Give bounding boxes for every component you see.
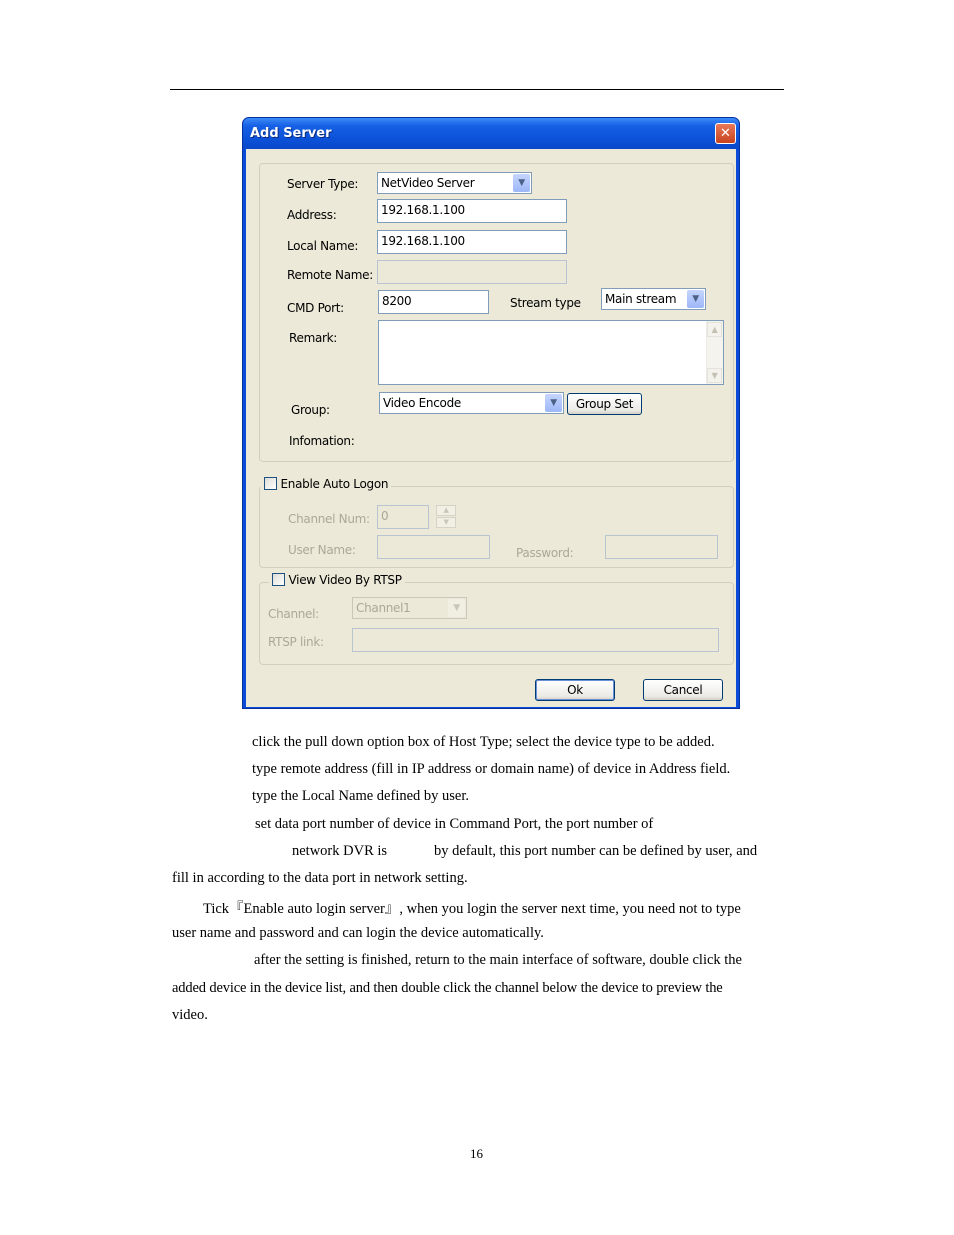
body-line-2: type remote address (fill in IP address or domain name) of device in Address field. [252, 761, 731, 777]
ok-button[interactable]: Ok [535, 679, 615, 701]
scroll-down-icon[interactable]: ▼ [707, 368, 722, 383]
rtsp-channel-value: Channel1 [356, 601, 411, 615]
body-line-5a: network DVR is [292, 843, 388, 859]
body-line-7: Tick『Enable auto login server』, when you login the server next time, you need not to type [203, 901, 741, 917]
stream-type-select[interactable] [601, 288, 706, 310]
group-value: Video Encode [383, 396, 461, 410]
body-line-9: after the setting is finished, return to the main interface of software, double click the [254, 952, 742, 968]
chevron-down-icon[interactable]: ▼ [545, 394, 562, 412]
body-line-5b: by default, this port number can be defined by user, and [434, 843, 758, 859]
remark-textarea[interactable] [378, 320, 724, 385]
local-name-input[interactable]: 192.168.1.100 [377, 230, 567, 254]
rtsp-link-label: RTSP link: [268, 635, 324, 649]
body-line-6: fill in according to the data port in network setting. [172, 870, 468, 886]
cancel-button[interactable]: Cancel [643, 679, 723, 701]
page-number: 16 [470, 1146, 483, 1161]
password-input[interactable] [605, 535, 718, 559]
channel-num-input[interactable]: 0 [377, 505, 429, 529]
user-name-label: User Name: [288, 543, 356, 557]
spin-down-icon[interactable]: ▼ [436, 517, 456, 528]
rtsp-legend [269, 573, 405, 587]
cmd-port-label: CMD Port: [287, 301, 344, 315]
server-type-select[interactable] [377, 172, 532, 194]
local-name-label: Local Name: [287, 239, 359, 253]
body-line-3: type the Local Name defined by user. [252, 788, 470, 804]
rtsp-group [259, 582, 734, 665]
dialog-title: Add Server [250, 126, 332, 141]
cmd-port-input[interactable]: 8200 [378, 290, 489, 314]
server-type-label: Server Type: [287, 177, 359, 191]
auto-logon-legend [261, 477, 391, 491]
channel-label: Channel: [268, 607, 319, 621]
address-label: Address: [287, 208, 337, 222]
group-set-button[interactable]: Group Set [567, 393, 642, 415]
remote-name-input[interactable] [377, 260, 567, 284]
spin-up-icon[interactable]: ▲ [436, 505, 456, 516]
auto-logon-checkbox[interactable] [264, 477, 277, 490]
body-line-1: click the pull down option box of Host Type; select the device type to be added. [252, 734, 715, 750]
group-select[interactable] [379, 392, 564, 414]
auto-logon-label[interactable]: Enable Auto Logon [280, 477, 389, 491]
stream-type-value: Main stream [605, 292, 677, 306]
channel-num-label: Channel Num: [288, 512, 370, 526]
add-server-dialog [242, 117, 740, 709]
user-name-input[interactable] [377, 535, 490, 559]
information-label: Infomation: [289, 434, 355, 448]
body-line-11: video. [172, 1007, 208, 1023]
chevron-down-icon[interactable]: ▼ [448, 599, 465, 617]
close-icon[interactable]: ✕ [715, 123, 736, 144]
remark-scrollbar[interactable] [706, 321, 723, 384]
dialog-titlebar[interactable] [243, 118, 739, 149]
server-type-value: NetVideo Server [381, 176, 475, 190]
header-rule [170, 89, 784, 90]
remote-name-label: Remote Name: [287, 268, 373, 282]
password-label: Password: [516, 546, 574, 560]
body-line-8: user name and password and can login the device automatically. [172, 925, 544, 941]
chevron-down-icon[interactable]: ▼ [513, 174, 530, 192]
remark-label: Remark: [289, 331, 338, 345]
rtsp-label[interactable]: View Video By RTSP [288, 573, 402, 587]
chevron-down-icon[interactable]: ▼ [687, 290, 704, 308]
rtsp-link-input[interactable] [352, 628, 719, 652]
rtsp-checkbox[interactable] [272, 573, 285, 586]
body-line-4: set data port number of device in Command Port, the port number of [255, 816, 654, 832]
body-line-10: added device in the device list, and then double click the channel below the device to preview the [172, 980, 723, 996]
group-label: Group: [291, 403, 330, 417]
stream-type-label: Stream type [510, 296, 581, 310]
dialog-client-area [246, 149, 736, 707]
scroll-up-icon[interactable]: ▲ [707, 322, 722, 337]
address-input[interactable]: 192.168.1.100 [377, 199, 567, 223]
rtsp-channel-select[interactable] [352, 597, 467, 619]
